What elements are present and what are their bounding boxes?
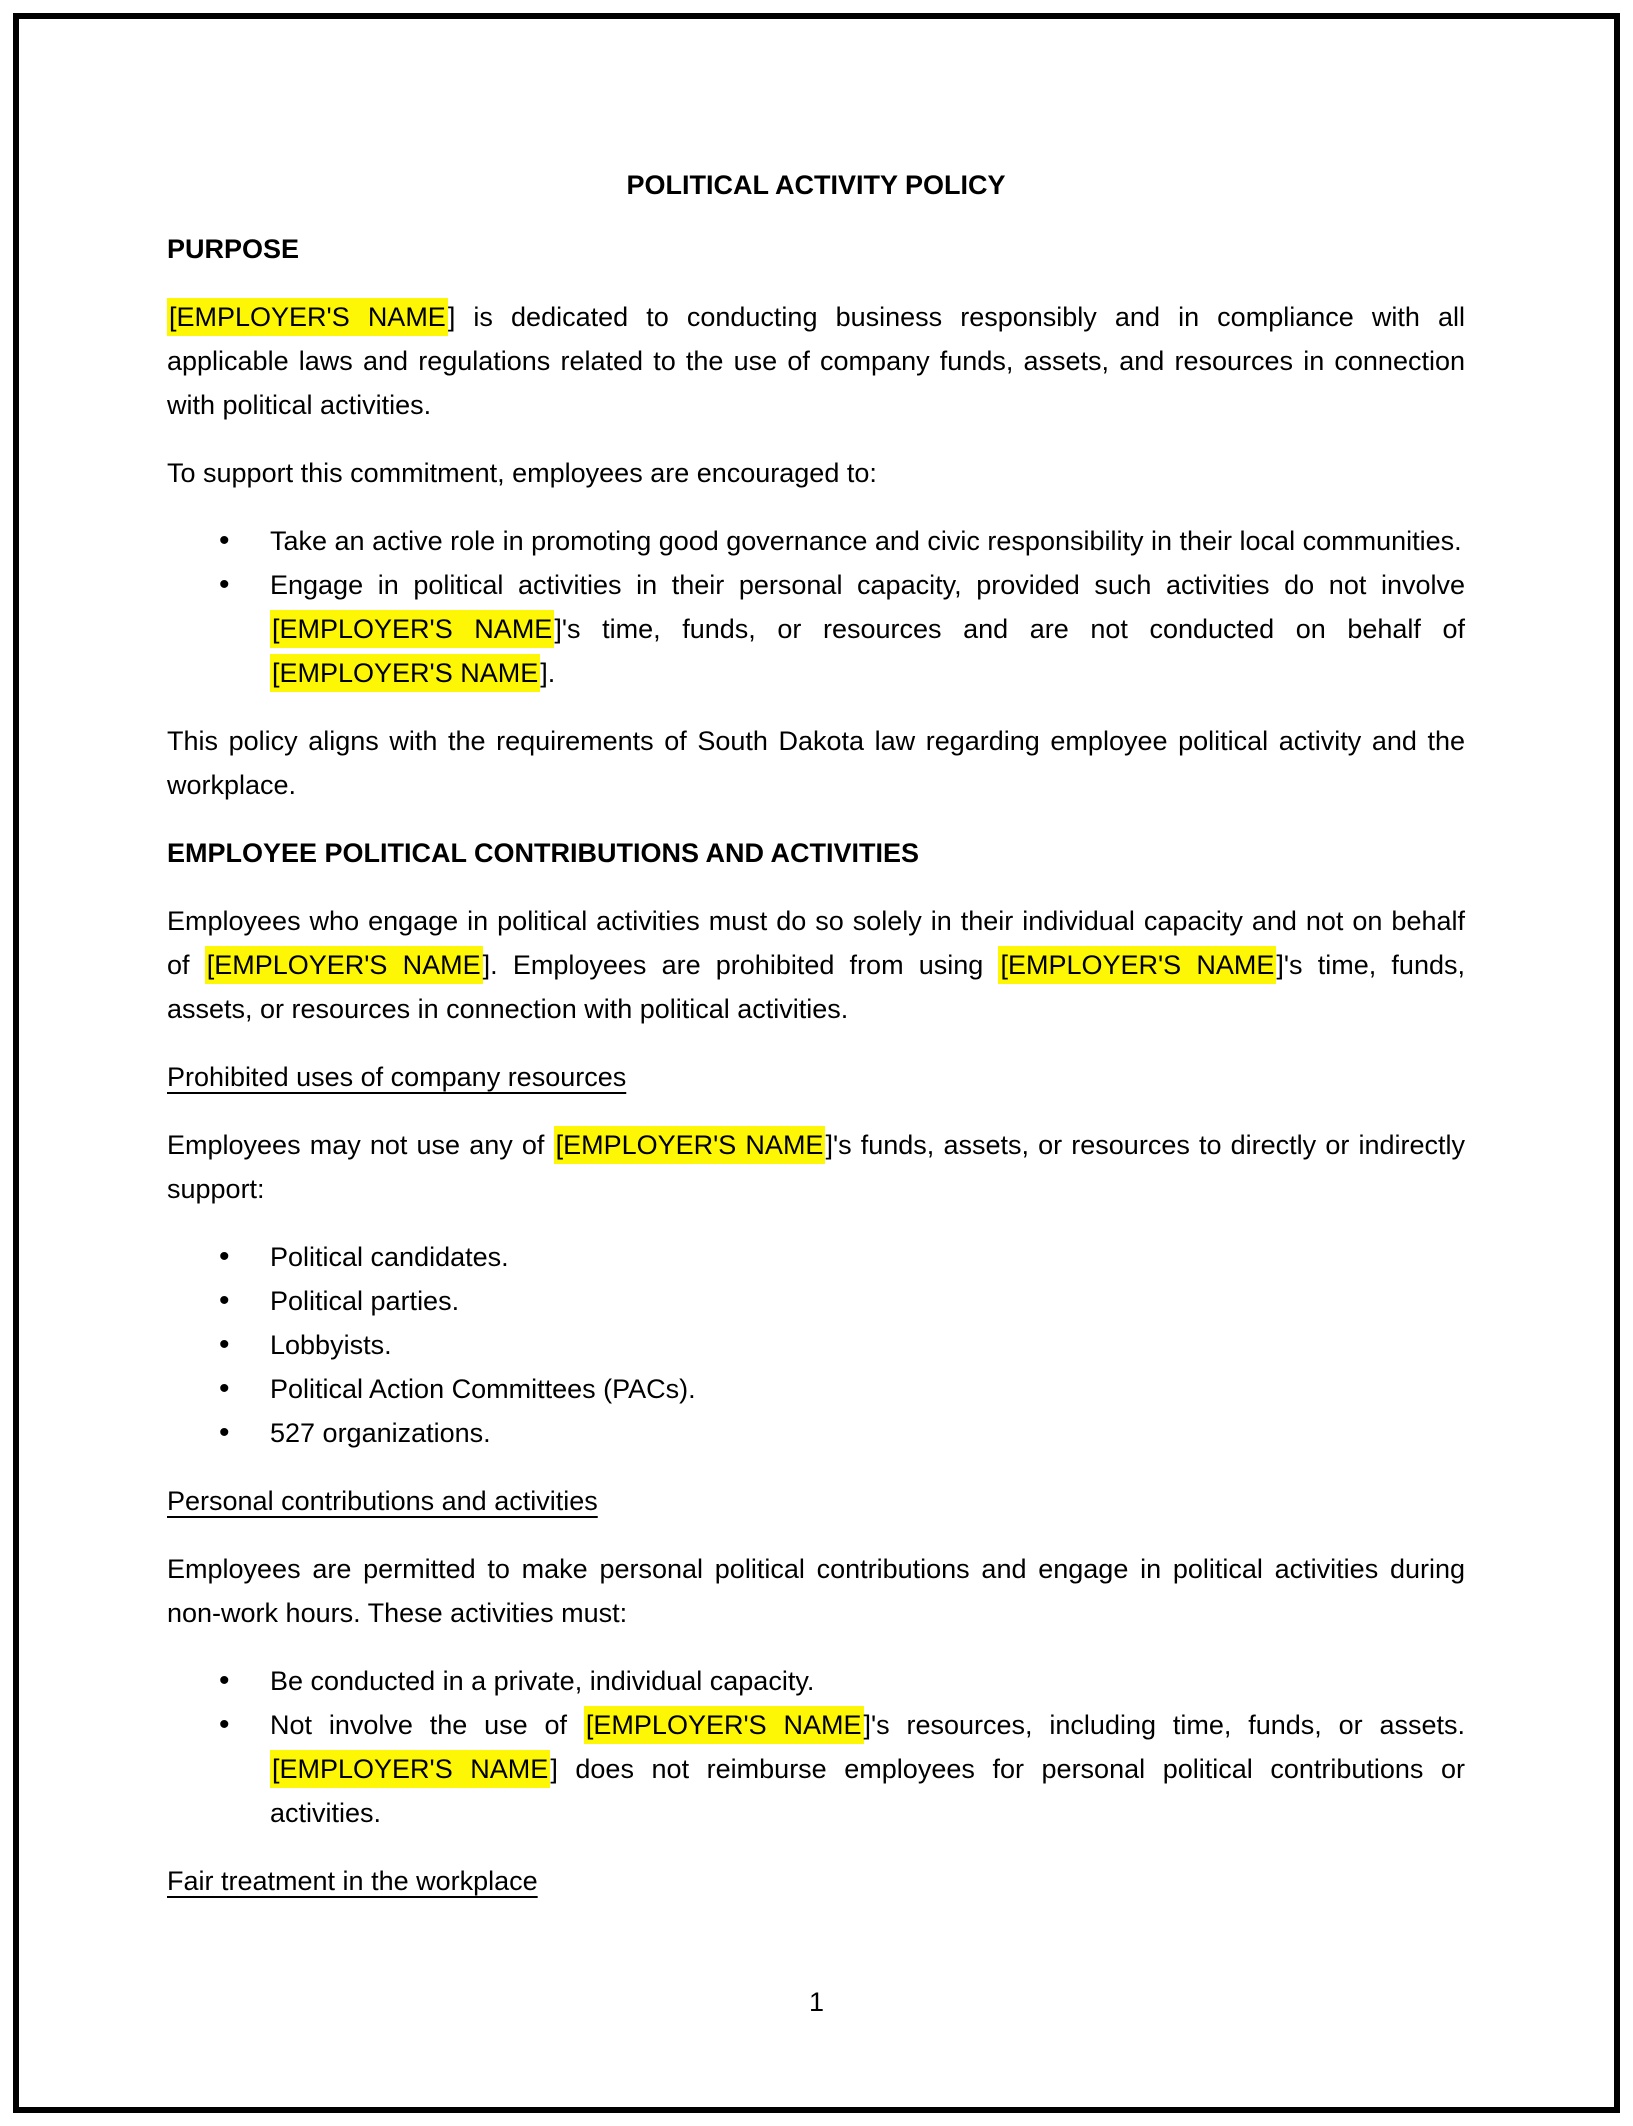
text-run: Engage in political activities in their personal capacity, provided such activities do not involve <box>270 570 1465 600</box>
text-run: Political candidates. <box>270 1242 509 1272</box>
text-run: ] does not reimburse employees for personal political contributions or activities. <box>270 1754 1466 1828</box>
text-run: Lobbyists. <box>270 1330 392 1360</box>
prohibited-recipients-list <box>167 1235 1465 1455</box>
text-run: ]'s funds, assets, or resources to directly or indirectly support: <box>167 1130 1466 1204</box>
list-item <box>167 1235 1465 1279</box>
page-number: 1 <box>808 1987 825 2017</box>
text-run: Political Action Committees (PACs). <box>270 1374 696 1404</box>
text-run: ]. Employees are prohibited from using <box>482 950 999 980</box>
text-run: Employees who engage in political activities must do so solely in their individual capacity and not on behalf of <box>167 906 1465 980</box>
text-run: ]'s time, funds, assets, or resources in connection with political activities. <box>167 950 1465 1024</box>
list-item <box>167 1367 1465 1411</box>
employer-name-highlight: [EMPLOYER'S NAME <box>270 1750 550 1788</box>
subheading-prohibited-uses: Prohibited uses of company resources <box>167 1062 627 1092</box>
document-body <box>167 0 1465 1927</box>
paragraph-commitment <box>167 451 1465 495</box>
encouraged-activities-list <box>167 519 1465 695</box>
list-item <box>167 1703 1465 1835</box>
employer-name-highlight: [EMPLOYER'S NAME <box>998 946 1276 984</box>
text-run: Employees are permitted to make personal political contributions and engage in political activities during non-work hours. These activities must: <box>167 1554 1465 1628</box>
text-run: ]'s time, funds, or resources and are not conducted on behalf of <box>554 614 1466 644</box>
paragraph-individual-capacity <box>167 899 1465 1031</box>
heading-purpose: PURPOSE <box>167 234 300 264</box>
paragraph-prohibited-intro <box>167 1123 1465 1211</box>
list-item <box>167 1323 1465 1367</box>
subheading-personal-contributions: Personal contributions and activities <box>167 1486 598 1516</box>
list-item <box>167 519 1465 563</box>
employer-name-highlight: [EMPLOYER'S NAME <box>270 654 540 692</box>
paragraph-intro <box>167 295 1465 427</box>
text-run: Be conducted in a private, individual capacity. <box>270 1666 815 1696</box>
text-run: Employees may not use any of <box>167 1130 554 1160</box>
personal-requirements-list <box>167 1659 1465 1835</box>
employer-name-highlight: [EMPLOYER'S NAME <box>554 1126 826 1164</box>
list-item <box>167 1411 1465 1455</box>
text-run: ]'s resources, including time, funds, or assets. <box>863 1710 1466 1740</box>
heading-contributions: EMPLOYEE POLITICAL CONTRIBUTIONS AND ACTIVITIES <box>167 838 920 868</box>
text-run: Not involve the use of <box>270 1710 584 1740</box>
paragraph-personal-intro <box>167 1547 1465 1635</box>
list-item <box>167 563 1465 695</box>
text-run: Take an active role in promoting good governance and civic responsibility in their local communities. <box>270 526 1462 556</box>
list-item <box>167 1659 1465 1703</box>
text-run: Political parties. <box>270 1286 460 1316</box>
text-run: ] is dedicated to conducting business responsibly and in compliance with all applicable laws and regulations related to the use of company funds, assets, and resources in connection with political activities. <box>167 302 1465 420</box>
employer-name-highlight: [EMPLOYER'S NAME <box>167 298 448 336</box>
text-run: To support this commitment, employees are encouraged to: <box>167 458 877 488</box>
text-run: ]. <box>540 658 556 688</box>
text-run: 527 organizations. <box>270 1418 491 1448</box>
employer-name-highlight: [EMPLOYER'S NAME <box>584 1706 864 1744</box>
document-title: POLITICAL ACTIVITY POLICY <box>626 170 1006 200</box>
subheading-fair-treatment: Fair treatment in the workplace <box>167 1866 538 1896</box>
employer-name-highlight: [EMPLOYER'S NAME <box>205 946 483 984</box>
list-item <box>167 1279 1465 1323</box>
employer-name-highlight: [EMPLOYER'S NAME <box>270 610 554 648</box>
text-run: This policy aligns with the requirements of South Dakota law regarding employee political activity and the workplace. <box>167 726 1465 800</box>
paragraph-policy-alignment <box>167 719 1465 807</box>
